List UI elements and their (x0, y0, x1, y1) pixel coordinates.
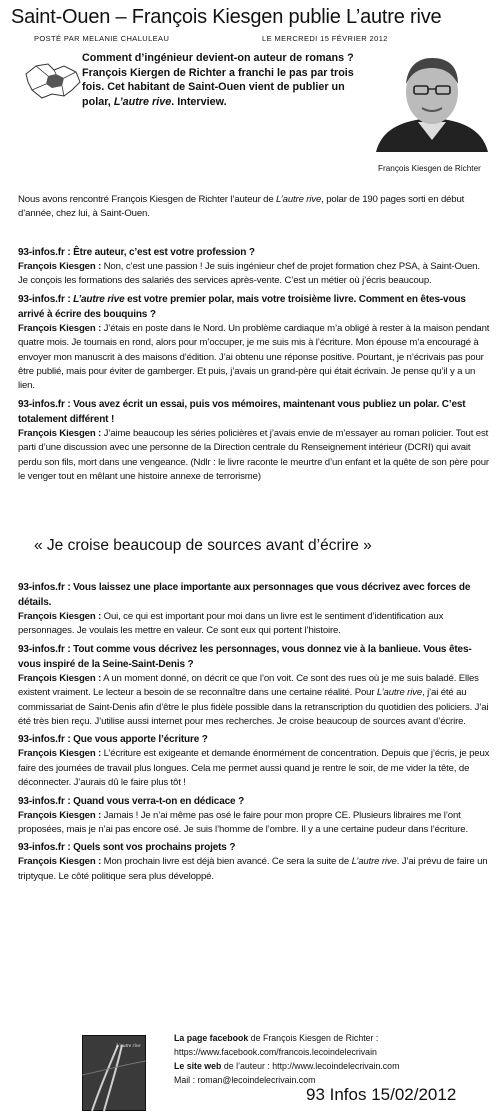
answer: François Kiesgen : L’écriture est exigeante et demande énormément de concentration. Depuis que j’écris, je peux faire des journées de travail plus longues. Cela me permet aussi quand je rentre le soir, de me vider la tête, de déconnecter. J’aurais dû le faire plus tôt ! (18, 748, 490, 789)
intro-paragraph: Nous avons rencontré François Kiesgen de Richter l’auteur de L’autre rive, polar de 190 pages sorti en début d’année, chez lui, à Saint-Ouen. (18, 194, 465, 220)
answer: François Kiesgen : Oui, ce qui est important pour moi dans un livre est le sentiment d’identification aux personnages. Je voulais les mettre en valeur. Ce sont eux qui portent l’histoire. (18, 611, 444, 637)
answer: François Kiesgen : Mon prochain livre est déjà bien avancé. Ce sera la suite de L’autre rive. J’ai prévu de faire un triptyque. Le côté politique sera plus développé. (18, 856, 488, 882)
lead-paragraph: Comment d’ingénieur devient-on auteur de romans ? François Kiergen de Richter a franchi le pas par trois fois. Cet habitant de Saint-Ouen vient de publier un polar, L’autre rive. Interview. (82, 52, 354, 109)
article-title: Saint-Ouen – François Kiesgen publie L’autre rive (11, 6, 442, 28)
interview-part-2 (18, 577, 490, 884)
author-photo (370, 48, 494, 152)
question: 93-infos.fr : Vous avez écrit un essai, puis vos mémoires, maintenant vous publiez un polar. C’est totalement différent ! (18, 398, 466, 425)
website-line[interactable]: Le site web de l’auteur : http://www.lecoindelecrivain.com (174, 1060, 400, 1071)
book-cover-image (82, 1035, 146, 1111)
question: 93-infos.fr : Quels sont vos prochains projets ? (18, 842, 236, 854)
pull-quote: « Je croise beaucoup de sources avant d’écrire » (34, 537, 372, 554)
answer: François Kiesgen : J’étais en poste dans le Nord. Un problème cardiaque m’a obligé à rester à la maison pendant quatre mois. Je tournais en rond, alors pour m’occuper, je me suis mis à l’écriture. Mon épouse m’a encouragé à envoyer mon manuscrit à des maisons d’édition. J’ai obtenu une réponse positive. Pourtant, je n’écrivais pas pour être publié, mais pour éviter de gamberger. Et puis, j’avais un grand-père qui était écrivain. Je pense qu’il y a un lien. (18, 322, 490, 392)
photo-caption: François Kiesgen de Richter (378, 164, 481, 173)
answer: François Kiesgen : A un moment donné, on décrit ce que l’on voit. Ce sont des rues où je me suis baladé. Elles existent vraiment. Le lecteur a besoin de se reconnaître dans une certaine réalité. Pour L’autre rive, j’ai été au commissariat de Saint-Denis afin d’être le plus fidèle possible dans la retranscription du quotidien des policiers. J’ai été très bien reçu. J’utilise aussi internet pour mes recherches. Je croise beaucoup de sources avant d’écrire. (18, 672, 489, 727)
question: 93-infos.fr : Quand vous verra-t-on en dédicace ? (18, 795, 245, 807)
posted-by: POSTÉ PAR MELANIE CHALULEAU (34, 34, 170, 43)
book-cover-title: L’autre rive (116, 1043, 141, 1049)
author-links (174, 1032, 399, 1088)
answer: François Kiesgen : J’aime beaucoup les séries policières et j’avais envie de m’essayer au roman policier. Tout est parti d’une discussion avec une personne de la Direction centrale du Renseignement intérieur (DCRI) qui avait perdu son fils, mort dans une vengeance. (Ndlr : le livre raconte le meurtre d’un enfant et la quête de son père pour le venger tout en mêlant une histoire annexe de terrorisme) (18, 427, 489, 482)
question: 93-infos.fr : Tout comme vous décrivez les personnages, vous donnez vie à la banlieue. Vous êtes-vous inspiré de la Seine-Saint-Denis ? (18, 643, 472, 670)
mail-line[interactable]: Mail : roman@lecoindelecrivain.com (174, 1074, 316, 1085)
department-map-icon (24, 60, 84, 100)
interview-part-1 (18, 242, 490, 484)
post-date: LE MERCREDI 15 FÉVRIER 2012 (262, 34, 388, 43)
question: 93-infos.fr : Que vous apporte l’écriture ? (18, 734, 208, 746)
source-stamp: 93 Infos 15/02/2012 (306, 1085, 457, 1104)
question: 93-infos.fr : Être auteur, c’est est votre profession ? (18, 247, 255, 258)
answer: François Kiesgen : Non, c’est une passion ! Je suis ingénieur chef de projet formation chez PSA, à Saint-Ouen. Je conçois les formations des salariés des services après-vente. C’est un métier où j’écris beaucoup. (18, 261, 480, 287)
question: 93-infos.fr : L’autre rive est votre premier polar, mais votre troisième livre. Comment en êtes-vous arrivé à écrire des bouquins ? (18, 293, 466, 320)
facebook-link[interactable]: https://www.facebook.com/francois.lecoindelecrivain (174, 1046, 377, 1057)
answer: François Kiesgen : Jamais ! Je n’ai même pas osé le faire pour mon propre CE. Plusieurs libraires me l’ont proposées, mais je n’ai pas encore osé. Je suis l’homme de l’ombre. Il y a une certaine pudeur dans l’écriture. (18, 809, 468, 835)
facebook-line: La page facebook de François Kiesgen de Richter : (174, 1033, 379, 1043)
question: 93-infos.fr : Vous laissez une place importante aux personnages que vous décrivez avec forces de détails. (18, 582, 471, 608)
